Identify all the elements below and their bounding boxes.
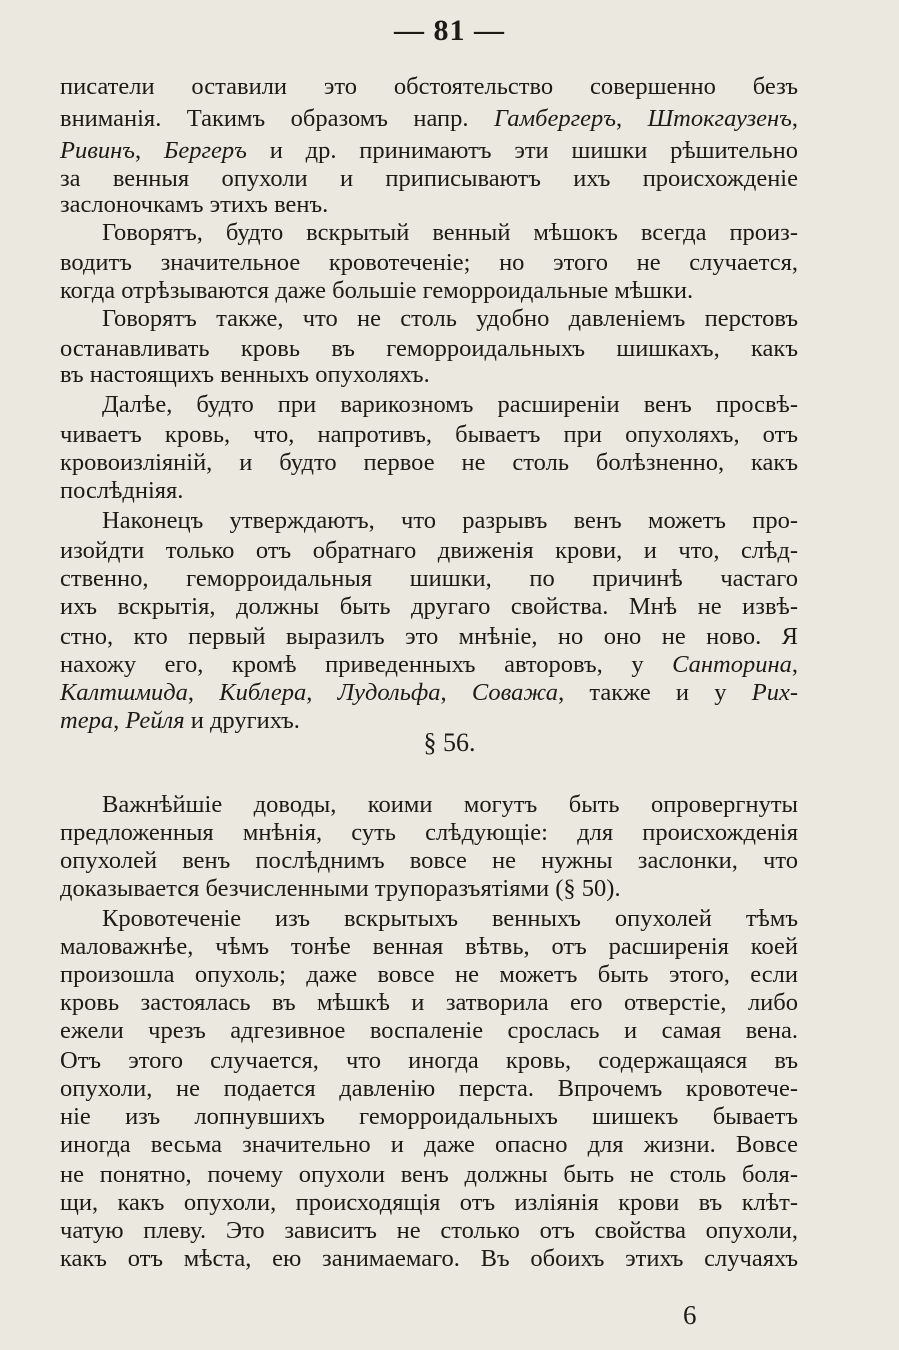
text-run: , <box>791 651 798 678</box>
text-run: изойдти только отъ обратнаго движенія крови, и что, слѣд- <box>60 537 798 564</box>
text-line <box>60 874 798 904</box>
italic-name: Бергеръ <box>163 137 247 164</box>
text-line <box>60 592 798 622</box>
signature-mark: 6 <box>683 1300 697 1330</box>
text-run: за венныя опухоли и приписываютъ ихъ происхожденіе <box>60 165 798 192</box>
italic-name: Рейля <box>125 707 185 734</box>
text-run: вниманія. Такимъ образомъ напр. <box>60 105 494 132</box>
text-run: кровь застоялась въ мѣшкѣ и затворила его отверстіе, либо <box>60 989 798 1016</box>
text-line <box>60 1130 798 1160</box>
text-run: Далѣе, будто при варикозномъ расширеніи венъ просвѣ- <box>102 391 798 418</box>
text-line <box>60 136 798 166</box>
text-line <box>60 72 798 102</box>
text-line <box>60 420 798 450</box>
text-run: , <box>791 105 798 132</box>
text-run: , <box>187 679 220 706</box>
italic-name: Ривинъ <box>60 137 135 164</box>
text-line <box>60 1244 798 1274</box>
text-line <box>60 932 798 962</box>
italic-name: Лудольфа <box>337 679 441 706</box>
text-line <box>60 218 798 248</box>
text-run: , также и у <box>558 679 752 706</box>
text-run: щи, какъ опухоли, происходящія отъ изліянія крови въ клѣт- <box>60 1189 798 1216</box>
text-run: какъ отъ мѣста, ею занимаемаго. Въ обоихъ этихъ случаяхъ <box>60 1245 798 1272</box>
text-line <box>60 304 798 334</box>
text-run: стно, кто первый выразилъ это мнѣніе, но оно не ново. Я <box>60 623 798 650</box>
text-line <box>60 1046 798 1076</box>
text-run: , <box>440 679 472 706</box>
text-run: , <box>134 137 164 164</box>
italic-name: Гамбергеръ <box>493 105 617 132</box>
text-line <box>60 650 798 680</box>
text-run: маловажнѣе, чѣмъ тонѣе венная вѣтвь, отъ расширенія коей <box>60 933 798 960</box>
text-run: , <box>306 679 338 706</box>
text-run: послѣдніяя. <box>60 477 184 504</box>
text-line <box>60 790 798 820</box>
text-run: водитъ значительное кровотеченіе; но этого не случается, <box>60 249 798 276</box>
italic-name: Калтшмида <box>60 679 188 706</box>
text-run: нахожу его, кромѣ приведенныхъ авторовъ, у <box>60 651 673 678</box>
text-line <box>60 1160 798 1190</box>
text-run: опухолей венъ послѣднимъ вовсе не нужны заслонки, что <box>60 847 798 874</box>
text-run: чиваетъ кровь, что, напротивъ, бываетъ при опухоляхъ, отъ <box>60 421 798 448</box>
text-line <box>60 1102 798 1132</box>
text-run: Кровотеченіе изъ вскрытыхъ венныхъ опухолей тѣмъ <box>102 905 798 932</box>
text-line <box>60 622 798 652</box>
text-line <box>60 1074 798 1104</box>
text-run: ніе изъ лопнувшихъ геморроидальныхъ шишекъ бываетъ <box>60 1103 798 1130</box>
text-run: и др. принимаютъ эти шишки рѣшительно <box>246 137 799 164</box>
text-line <box>60 678 798 708</box>
text-run: не понятно, почему опухоли венъ должны быть не столь боля- <box>60 1161 798 1188</box>
text-run: произошла опухоль; даже вовсе не можетъ быть этого, если <box>60 961 798 988</box>
text-line <box>60 276 798 306</box>
text-run: останавливать кровь въ геморроидальныхъ шишкахъ, какъ <box>60 335 798 362</box>
text-line <box>60 390 798 420</box>
text-line <box>60 1216 798 1246</box>
text-run: ихъ вскрытія, должны быть другаго свойства. Мнѣ не извѣ- <box>60 593 798 620</box>
text-run: когда отрѣзываются даже большіе геморроидальные мѣшки. <box>60 277 694 304</box>
italic-name: Штокгаузенъ <box>647 105 792 132</box>
text-run: писатели оставили это обстоятельство совершенно безъ <box>60 73 798 100</box>
text-run: ственно, геморроидальныя шишки, по причинѣ частаго <box>60 565 798 592</box>
text-run: Говорятъ также, что не столь удобно давленіемъ перстовъ <box>102 305 798 332</box>
italic-name: Рих- <box>751 679 799 706</box>
text-run: заслоночкамъ этихъ венъ. <box>60 191 329 218</box>
text-line <box>60 1188 798 1218</box>
italic-name: Соважа <box>471 679 559 706</box>
text-run: Важнѣйшіе доводы, коими могутъ быть опровергнуты <box>102 791 798 818</box>
text-run: Отъ этого случается, что иногда кровь, содержащаяся въ <box>60 1047 798 1074</box>
text-run: кровоизліяній, и будто первое не столь болѣзненно, какъ <box>60 449 798 476</box>
text-line <box>60 988 798 1018</box>
text-run: чатую плеву. Это зависитъ не столько отъ свойства опухоли, <box>60 1217 798 1244</box>
text-run: , <box>113 707 126 734</box>
text-line <box>60 846 798 876</box>
text-run: Говорятъ, будто вскрытый венный мѣшокъ всегда произ- <box>102 219 798 246</box>
italic-name: Санторина <box>672 651 792 678</box>
text-line <box>60 960 798 990</box>
page-number: — 81 — <box>394 14 505 47</box>
text-line <box>60 190 798 220</box>
text-run: иногда весьма значительно и даже опасно для жизни. Вовсе <box>60 1131 798 1158</box>
text-line <box>60 564 798 594</box>
text-run: доказывается безчисленными трупоразъятіями (§ 50). <box>60 875 621 902</box>
text-line <box>60 904 798 934</box>
text-line <box>60 1016 798 1046</box>
text-run: въ настоящихъ венныхъ опухоляхъ. <box>60 361 430 388</box>
text-run: и другихъ. <box>184 707 300 734</box>
italic-name: Киблера <box>219 679 307 706</box>
text-run: , <box>616 105 648 132</box>
text-line <box>60 360 798 390</box>
text-line <box>60 536 798 566</box>
text-run: предложенныя мнѣнія, суть слѣдующіе: для происхожденія <box>60 819 798 846</box>
text-line <box>60 104 798 134</box>
italic-name: тера <box>60 707 114 734</box>
text-run: Наконецъ утверждаютъ, что разрывъ венъ можетъ про- <box>102 507 798 534</box>
text-run: ежели чрезъ адгезивное воспаленіе срослась и самая вена. <box>60 1017 798 1044</box>
text-line <box>60 248 798 278</box>
text-line <box>60 476 798 506</box>
text-line <box>60 818 798 848</box>
section-heading: § 56. <box>423 728 476 757</box>
text-line <box>60 506 798 536</box>
text-run: опухоли, не подается давленію перста. Впрочемъ кровотече- <box>60 1075 798 1102</box>
text-line <box>60 448 798 478</box>
